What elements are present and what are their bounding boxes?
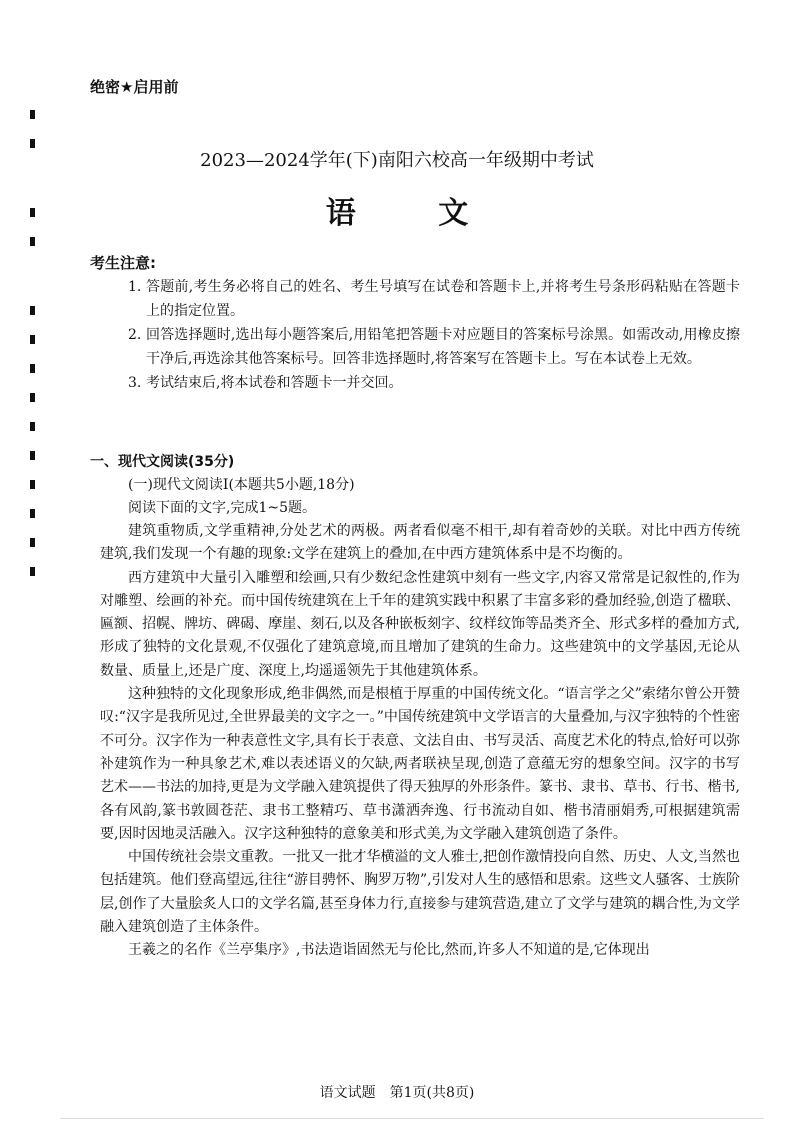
passage-paragraph: 西方建筑中大量引入雕塑和绘画,只有少数纪念性建筑中刻有一些文字,内容又常常是记叙性的,作为对雕塑、绘画的补充。而中国传统建筑在上千年的建筑实践中积累了丰富多彩的叠加经验,创造了楹联、匾额、招幌、牌坊、碑碣、摩崖、刻石,以及各种嵌板刻字、纹样纹饰等品类齐全、形式多样的叠加方式,形成了独特的文化景观,不仅强化了建筑意境,而且增加了建筑的生命力。这些建筑中的文学基因,无论从数量、质量上,还是广度、深度上,均遥遥领先于其他建筑体系。 — [100, 569, 740, 679]
confidential-label: 绝密★启用前 — [90, 78, 179, 96]
page-footer: 语文试题 第1页(共8页) — [319, 1085, 475, 1101]
subsection-title: (一)现代文阅读Ⅰ(本题共5小题,18分) — [128, 477, 355, 493]
passage-paragraph: 王羲之的名作《兰亭集序》,书法造诣固然无与伦比,然而,许多人不知道的是,它体现出 — [128, 942, 650, 959]
notice-number: 2. — [128, 327, 142, 343]
exam-title: 2023—2024学年(下)南阳六校高一年级期中考试 — [200, 150, 594, 171]
subject-title: 语 文 — [325, 196, 505, 231]
notice-item — [128, 275, 740, 323]
notice-text: 考试结束后,将本试卷和答题卡一并交回。 — [146, 375, 403, 391]
notice-number: 1. — [128, 279, 142, 295]
notice-list — [128, 275, 740, 395]
reading-passage — [100, 520, 740, 963]
section-title: 一、现代文阅读(35分) — [90, 454, 235, 470]
notice-item — [128, 323, 740, 371]
notice-heading: 考生注意: — [90, 254, 156, 272]
bottom-divider — [60, 1118, 764, 1119]
reading-instruction: 阅读下面的文字,完成1~5题。 — [128, 500, 316, 516]
notice-item — [128, 371, 740, 395]
notice-text: 回答选择题时,选出每小题答案后,用铅笔把答题卡对应题目的答案标号涂黑。如需改动,用橡皮擦干净后,再选涂其他答案标号。回答非选择题时,将答案写在答题卡上。写在本试卷上无效。 — [146, 327, 740, 367]
passage-paragraph: 建筑重物质,文学重精神,分处艺术的两极。两者看似毫不相干,却有着奇妙的关联。对比中西方传统建筑,我们发现一个有趣的现象:文学在建筑上的叠加,在中西方建筑体系中是不均衡的。 — [100, 523, 740, 563]
passage-paragraph: 这种独特的文化现象形成,绝非偶然,而是根植于厚重的中国传统文化。“语言学之父”索绪尔曾公开赞叹:“汉字是我所见过,全世界最美的文字之一。”中国传统建筑中文学语言的大量叠加,与汉字独特的个性密不可分。汉字作为一种表意性文字,具有长于表意、文法自由、书写灵活、高度艺术化的特点,恰好可以弥补建筑作为一种具象艺术,难以表述语义的欠缺,两者联袂呈现,创造了意蕴无穷的想象空间。汉字的书写艺术——书法的加持,更是为文学融入建筑提供了得天独厚的外形条件。篆书、隶书、草书、行书、楷书,各有风韵,篆书敦圆苍茫、隶书工整精巧、草书潇洒奔逸、行书流动自如、楷书清丽娟秀,可根据建筑需要,因时因地灵活融入。汉字这种独特的意象美和形式美,为文学融入建筑创造了条件。 — [100, 686, 740, 842]
passage-paragraph: 中国传统社会崇文重教。一批又一批才华横溢的文人雅士,把创作激情投向自然、历史、人文,当然也包括建筑。他们登高望远,往往“游目骋怀、胸罗万物”,引发对人生的感悟和思索。这些文人骚客、士族阶层,创作了大量脍炙人口的文学名篇,甚至身体力行,直接参与建筑营造,建立了文学与建筑的耦合性,为文学融入建筑创造了主体条件。 — [100, 849, 740, 936]
binding-marks — [30, 110, 36, 596]
notice-text: 答题前,考生务必将自己的姓名、考生号填写在试卷和答题卡上,并将考生号条形码粘贴在答题卡上的指定位置。 — [146, 279, 740, 319]
notice-number: 3. — [128, 375, 142, 391]
